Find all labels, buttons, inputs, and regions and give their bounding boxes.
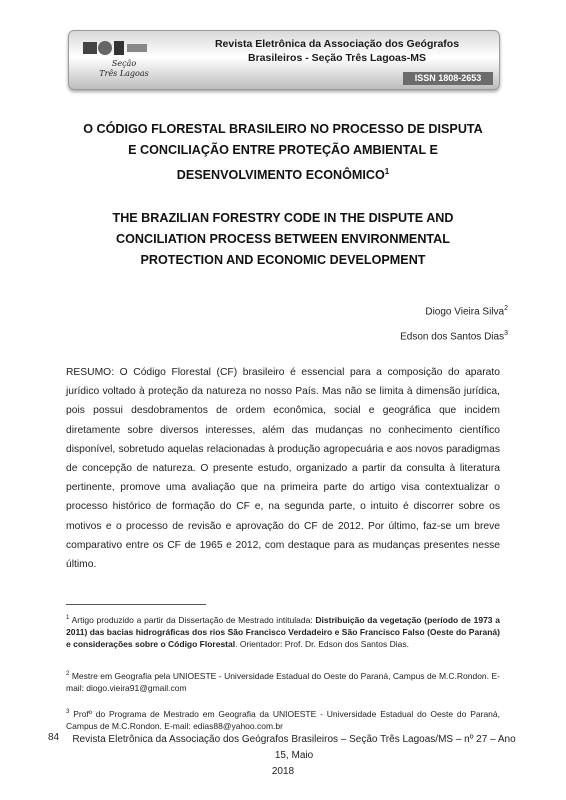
author-2 <box>400 330 508 342</box>
article-title-pt <box>50 119 516 186</box>
footnote-3 <box>66 706 500 732</box>
title-pt-line1: O CÓDIGO FLORESTAL BRASILEIRO NO PROCESSO DE DISPUTA <box>83 122 483 136</box>
agb-logo-icon <box>81 39 151 57</box>
author-2-ref[interactable]: 3 <box>504 330 508 337</box>
footer-line2: 2018 <box>271 766 295 777</box>
author-1 <box>425 305 508 317</box>
journal-logo <box>75 37 173 85</box>
page-number: 84 <box>48 732 60 743</box>
footnote-2 <box>66 668 500 694</box>
footer-line1: Revista Eletrônica da Associação dos Geógrafos Brasileiros – Seção Três Lagoas/MS – nº 27 – Ano 15, Maio <box>72 734 516 761</box>
footnote-1 <box>66 612 500 650</box>
title-pt-line3-text: DESENVOLVIMENTO ECONÔMICO <box>176 168 385 183</box>
footnote-1-ref: 1 <box>66 615 70 621</box>
footnote-1-dissertation-title: Distribuição da vegetação (período de 1973 a 2011) das bacias hidrográficas dos rios São Francisco Verdadeiro e São Francisco Falso (Oeste do Paraná) e considerações sobre o Código Florestal <box>66 614 500 649</box>
author-2-name: Edson dos Santos Dias <box>400 331 505 343</box>
footnote-2-text: Mestre em Geografia pela UNIOESTE - Universidade Estadual do Oeste do Paraná, Campus de M.C.Rondon. E-mail: diogo.vieira91@gmail.com <box>66 670 500 693</box>
footnote-1-text-post: . Orientador: Prof. Dr. Edson dos Santos Dias. <box>235 638 409 649</box>
author-1-name: Diogo Vieira Silva <box>425 306 505 318</box>
footnote-divider <box>66 604 206 605</box>
article-title-en <box>50 208 516 271</box>
abstract-paragraph: RESUMO: O Código Florestal (CF) brasileiro é essencial para a composição do aparato jurídico voltado à proteção da natureza no nosso País. Mas não se limita à dimensão jurídica, pois possui desdobramentos de ordem econômica, social e geográfica que incidem diretamente sobre diversos interesses, além das mudanças no conhecimento científico disponível, sobretudo aquelas relacionadas à produção agropecuária e aos novos paradigmas de concepção de natureza. O presente estudo, organizado a partir da consulta à literatura pertinente, promove uma avaliação que na primeira parte do artigo visa contextualizar o processo histórico de formação do CF e, na segunda parte, o intuito é discorrer sobre os motivos e o processo de revisão e aprovação do CF de 2012. Por último, faz-se um breve comparativo entre os CF de 1965 e 2012, com destaque para as mudanças presentes nesse último. <box>66 367 500 571</box>
page-footer <box>48 732 518 780</box>
title-en-line3: PROTECTION AND ECONOMIC DEVELOPMENT <box>140 253 426 267</box>
title-en-line2: CONCILIATION PROCESS BETWEEN ENVIRONMENTAL <box>116 232 450 246</box>
title-pt-line3 <box>50 161 516 186</box>
logo-text-secao: Seção <box>111 59 137 68</box>
footnote-2-ref: 2 <box>66 671 70 677</box>
footnote-3-ref: 3 <box>66 709 70 715</box>
footnote-3-text: Profº do Programa de Mestrado em Geografia da UNIOESTE - Universidade Estadual do Oeste do Paraná, Campus de M.C.Rondon. E-mail: edias88@yahoo.com.br <box>66 708 500 731</box>
author-1-ref[interactable]: 2 <box>504 305 508 312</box>
title-footnote-ref[interactable]: 1 <box>384 167 390 176</box>
journal-title-line1: Revista Eletrônica da Associação dos Geógrafos <box>214 38 460 50</box>
title-en-line1: THE BRAZILIAN FORESTRY CODE IN THE DISPUTE AND <box>112 211 454 225</box>
issn-badge: ISSN 1808-2653 <box>403 72 493 85</box>
journal-header-banner <box>68 30 500 90</box>
journal-title-line2: Brasileiros - Seção Três Lagoas-MS <box>248 52 426 64</box>
logo-text-tres-lagoas: Três Lagoas <box>99 69 149 78</box>
footnote-1-text-pre: Artigo produzido a partir da Dissertação de Mestrado intitulada: <box>71 614 316 625</box>
journal-title <box>181 37 493 65</box>
title-pt-line2: E CONCILIAÇÃO ENTRE PROTEÇÃO AMBIENTAL E <box>128 143 438 157</box>
